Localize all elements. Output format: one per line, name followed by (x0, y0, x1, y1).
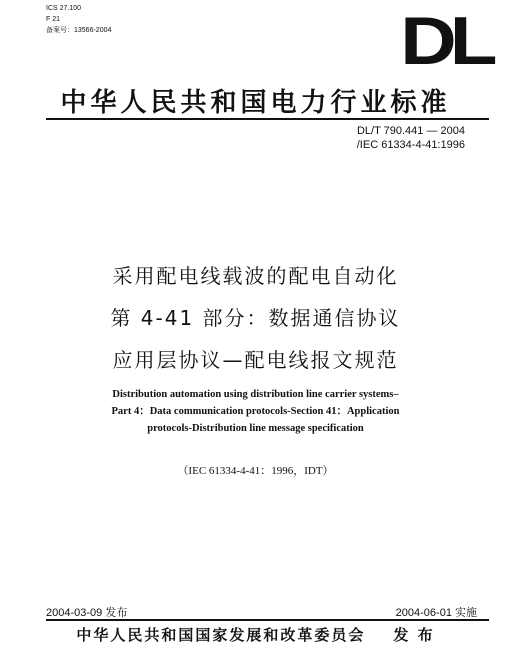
en-title-line-1: Distribution automation using distribution line carrier systems– (112, 389, 399, 400)
issuer-line (0, 624, 511, 645)
footer-rule (46, 619, 489, 621)
en-title-line-2: Part 4：Data communication protocols-Section 41：Application (111, 406, 400, 417)
iec-reference: /IEC 61334-4-41:1996 (356, 139, 465, 151)
header-rule (46, 118, 489, 120)
implement-date: 2004-06-01 实施 (395, 607, 477, 619)
ccs-code: F 21 (46, 16, 61, 23)
cn-title-line-1: 采用配电线载波的配电自动化 (112, 264, 399, 288)
industry-standard-title: 中华人民共和国电力行业标准 (60, 88, 451, 118)
standard-number: DL/T 790.441 — 2004 (356, 125, 465, 137)
cn-title-line-3: 应用层协议—配电线报文规范 (112, 348, 399, 372)
dl-logo: DL (400, 3, 491, 79)
adoption-note: （IEC 61334-4-41：1996，IDT） (177, 465, 334, 477)
issue-date: 2004-03-09 发布 (46, 607, 128, 619)
filing-number: 备案号：13566-2004 (46, 27, 112, 34)
cn-title-line-2: 第 4-41 部分：数据通信协议 (110, 306, 401, 330)
issuer-suffix: 发 布 (393, 626, 435, 644)
issuer-name: 中华人民共和国国家发展和改革委员会 (76, 626, 366, 644)
en-title-line-3: protocols-Distribution line message specification (147, 423, 364, 434)
ics-code: ICS 27.100 (46, 5, 82, 12)
